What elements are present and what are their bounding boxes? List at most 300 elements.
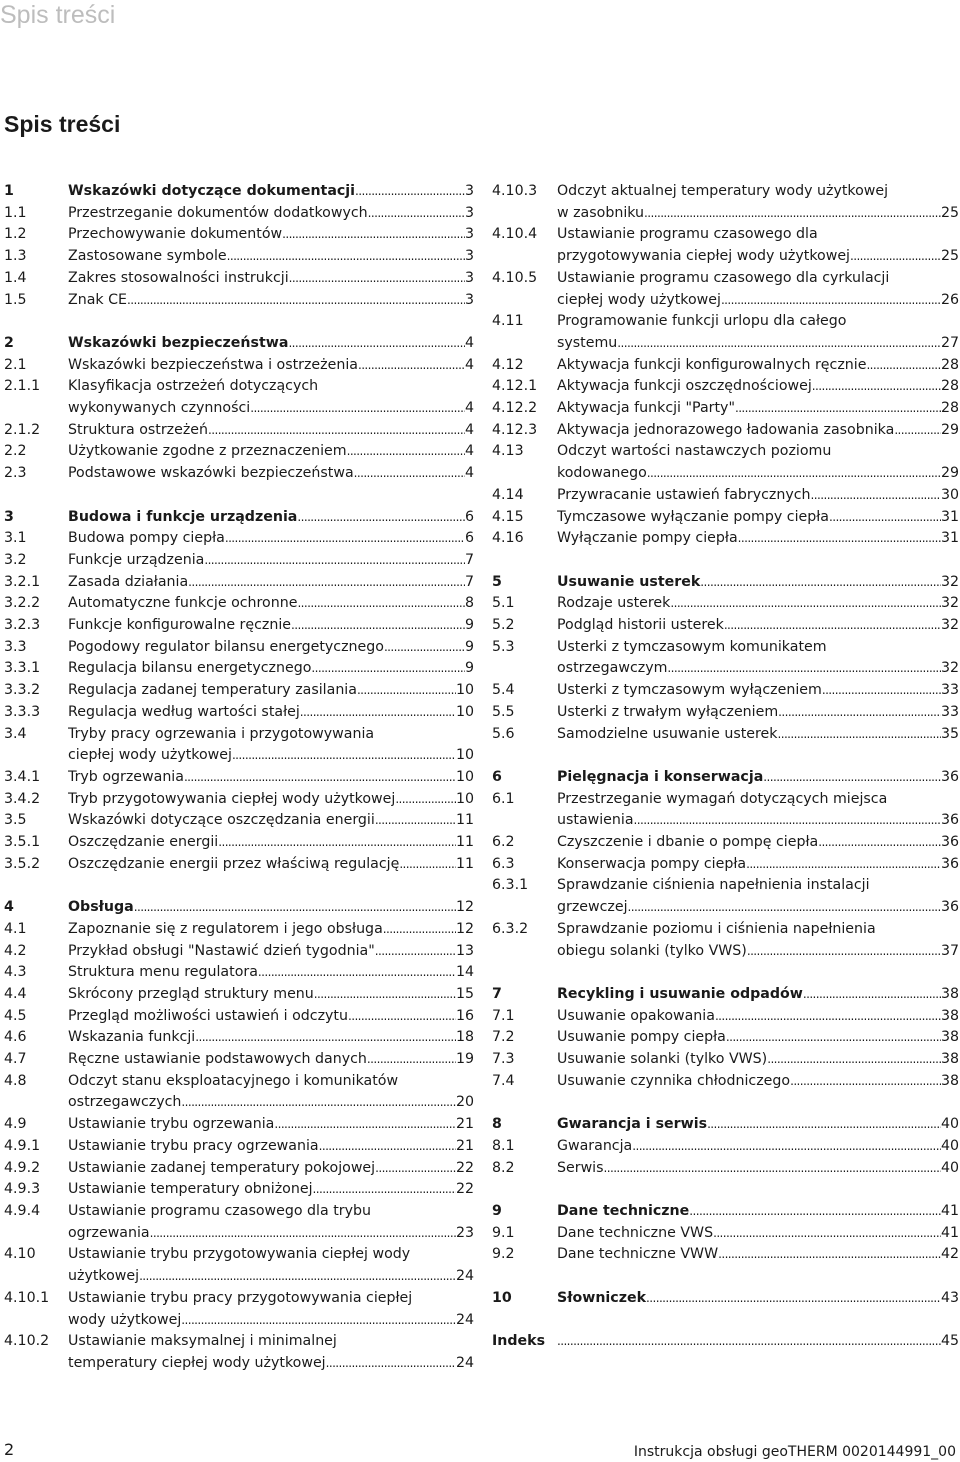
- toc-entry-number: 4.10: [4, 1246, 36, 1263]
- toc-entry-page: 32: [940, 660, 959, 677]
- toc-entry-title: Słowniczek: [557, 1289, 647, 1306]
- toc-entry-page: 32: [940, 595, 959, 612]
- toc-entry[interactable]: [4, 941, 474, 963]
- toc-entry-number: 4.16: [492, 530, 524, 547]
- toc-entry[interactable]: [4, 268, 474, 290]
- toc-spacer: [4, 311, 474, 333]
- toc-entry[interactable]: [4, 593, 474, 615]
- toc-entry-number: 4.9: [4, 1116, 27, 1133]
- toc-leader-dots: [250, 398, 465, 420]
- toc-entry-page: 14: [455, 964, 474, 981]
- toc-entry-number: 6.3: [492, 855, 515, 872]
- toc-entry-number: 9: [492, 1202, 502, 1219]
- toc-entry[interactable]: [492, 680, 959, 702]
- toc-leader-dots: [225, 528, 465, 550]
- toc-leader-dots: [258, 962, 456, 984]
- toc-leader-dots: [790, 1071, 941, 1093]
- toc-entry[interactable]: [4, 984, 474, 1006]
- toc-leader-dots: [204, 550, 465, 572]
- toc-leader-dots: [348, 1006, 456, 1028]
- toc-entry-number: 5.6: [492, 725, 515, 742]
- toc-leader-dots: [399, 854, 456, 876]
- toc-entry-number: 2.1: [4, 356, 27, 373]
- toc-entry-title: Zakres stosowalności instrukcji: [68, 269, 289, 286]
- toc-leader-dots: [866, 355, 941, 377]
- toc-entry-title: Dane techniczne VWW: [557, 1246, 719, 1263]
- toc-entry[interactable]: [4, 246, 474, 268]
- toc-entry[interactable]: [4, 572, 474, 594]
- toc-entry-page: 38: [940, 1072, 959, 1089]
- toc-entry-page: 22: [455, 1181, 474, 1198]
- toc-entry[interactable]: [4, 724, 474, 767]
- toc-leader-dots: [822, 680, 941, 702]
- toc-entry-number: 4.10.4: [492, 226, 538, 243]
- toc-entry[interactable]: [4, 463, 474, 485]
- toc-entry-title: Regulacja według wartości stałej: [68, 703, 300, 720]
- toc-entry-number: 3: [4, 508, 14, 525]
- toc-entry[interactable]: [492, 637, 959, 680]
- toc-entry-number: 4.4: [4, 985, 27, 1002]
- toc-entry-number: 7.1: [492, 1007, 515, 1024]
- toc-entry-title: Aktywacja funkcji oszczędnościowej: [557, 378, 812, 395]
- toc-entry[interactable]: [492, 1027, 959, 1049]
- toc-entry[interactable]: [4, 1114, 474, 1136]
- toc-entry-title: Ustawianie temperatury obniżonej: [68, 1181, 313, 1198]
- toc-entry-title: Gwarancja i serwis: [557, 1116, 708, 1133]
- toc-entry[interactable]: [4, 658, 474, 680]
- toc-entry[interactable]: [492, 1006, 959, 1028]
- toc-leader-dots: [134, 897, 456, 919]
- toc-entry-page: 4: [464, 465, 474, 482]
- toc-entry[interactable]: [4, 420, 474, 442]
- toc-entry-title: Usuwanie czynnika chłodniczego: [557, 1072, 791, 1089]
- toc-entry-page: 10: [455, 790, 474, 807]
- toc-entry-number: 4.9.2: [4, 1159, 41, 1176]
- toc-entry-number: 3.2: [4, 551, 27, 568]
- toc-entry-number: Indeks: [492, 1333, 546, 1350]
- toc-entry-page: 28: [940, 356, 959, 373]
- toc-entry[interactable]: [4, 376, 474, 419]
- toc-leader-dots: [713, 1223, 941, 1245]
- toc-entry-number: 3.3.3: [4, 703, 41, 720]
- toc-entry-page: 4: [464, 356, 474, 373]
- toc-leader-dots: [850, 246, 941, 268]
- toc-entry-number: 1.4: [4, 269, 27, 286]
- toc-spacer: [492, 1266, 959, 1288]
- toc-entry[interactable]: [4, 854, 474, 876]
- toc-entry[interactable]: [4, 832, 474, 854]
- toc-entry-title: Ustawianie trybu przygotowywania ciepłej wody: [68, 1246, 411, 1263]
- toc-leader-dots: [313, 1179, 456, 1201]
- toc-entry-title: Usuwanie opakowania: [557, 1007, 715, 1024]
- toc-entry-title: Przestrzeganie wymagań dotyczących miejsca: [557, 790, 888, 807]
- toc-entry[interactable]: [4, 1071, 474, 1114]
- toc-entry-title: Sprawdzanie ciśnienia napełnienia instalacji: [557, 877, 870, 894]
- toc-leader-dots: [628, 897, 941, 919]
- toc-leader-dots: [311, 658, 465, 680]
- toc-leader-dots: [274, 1114, 456, 1136]
- toc-entry-title: Oszczędzanie energii przez właściwą regulację: [68, 855, 400, 872]
- toc-leader-dots: [646, 1288, 941, 1310]
- toc-entry-number: 6: [492, 768, 502, 785]
- toc-entry-page: 42: [940, 1246, 959, 1263]
- toc-leader-dots: [139, 1266, 456, 1288]
- toc-entry-page: 15: [455, 985, 474, 1002]
- toc-entry[interactable]: [492, 268, 959, 311]
- toc-entry-title: Automatyczne funkcje ochronne: [68, 595, 298, 612]
- toc-entry-page: 27: [940, 334, 959, 351]
- toc-leader-dots: [282, 224, 465, 246]
- toc-entry-page: 35: [940, 725, 959, 742]
- page-title: Spis treści: [4, 111, 121, 137]
- toc-entry-number: 4.2: [4, 942, 27, 959]
- toc-entry-title: Ustawianie trybu ogrzewania: [68, 1116, 275, 1133]
- toc-entry-number: 4.6: [4, 1029, 27, 1046]
- toc-entry-title: Podstawowe wskazówki bezpieczeństwa: [68, 465, 354, 482]
- toc-entry-number: 4.13: [492, 443, 524, 460]
- toc-entry[interactable]: [492, 311, 959, 354]
- toc-entry-title: Funkcje konfigurowalne ręcznie: [68, 617, 292, 634]
- toc-entry[interactable]: [4, 789, 474, 811]
- toc-entry[interactable]: [4, 550, 474, 572]
- toc-entry-page: 10: [455, 682, 474, 699]
- toc-entry-number: 10: [492, 1289, 512, 1306]
- toc-entry-title: Oszczędzanie energii: [68, 834, 219, 851]
- toc-entry-number: 4.14: [492, 486, 524, 503]
- toc-leader-dots: [357, 680, 456, 702]
- toc-entry[interactable]: [492, 376, 959, 398]
- toc-leader-dots: [288, 333, 465, 355]
- toc-entry[interactable]: [492, 832, 959, 854]
- toc-spacer: [4, 875, 474, 897]
- toc-entry-title: wykonywanych czynności: [68, 400, 251, 417]
- toc-chapter-entry[interactable]: [4, 181, 474, 203]
- toc-entry-title: Regulacja zadanej temperatury zasilania: [68, 682, 357, 699]
- toc-entry[interactable]: [4, 1158, 474, 1180]
- toc-entry-page: 45: [940, 1333, 959, 1350]
- toc-entry-title: Usuwanie pompy ciepła: [557, 1029, 726, 1046]
- toc-entry[interactable]: [492, 398, 959, 420]
- toc-leader-dots: [670, 593, 941, 615]
- toc-entry-title: Usuwanie solanki (tylko VWS): [557, 1051, 768, 1068]
- toc-entry-page: 9: [464, 617, 474, 634]
- toc-entry-page: 26: [940, 291, 959, 308]
- toc-leader-dots: [735, 398, 941, 420]
- toc-chapter-entry[interactable]: [492, 1331, 959, 1353]
- toc-entry[interactable]: [492, 789, 959, 832]
- toc-entry-number: 2.2: [4, 443, 27, 460]
- toc-entry-page: 37: [940, 942, 959, 959]
- toc-entry[interactable]: [492, 1136, 959, 1158]
- toc-entry-page: 22: [455, 1159, 474, 1176]
- toc-entry-title: Regulacja bilansu energetycznego: [68, 660, 312, 677]
- toc-entry[interactable]: [492, 593, 959, 615]
- footer-document-title: Instrukcja obsługi geoTHERM 0020144991_00: [633, 1444, 956, 1460]
- toc-entry[interactable]: [492, 1244, 959, 1266]
- toc-entry-number: 7.3: [492, 1051, 515, 1068]
- toc-entry-number: 3.3.2: [4, 682, 41, 699]
- toc-entry[interactable]: [492, 485, 959, 507]
- toc-entry[interactable]: [4, 441, 474, 463]
- toc-entry-title: kodowanego: [557, 465, 647, 482]
- toc-entry-number: 3.3.1: [4, 660, 41, 677]
- toc-entry[interactable]: [492, 724, 959, 746]
- toc-entry-title: Skrócony przegląd struktury menu: [68, 985, 314, 1002]
- toc-leader-dots: [747, 941, 941, 963]
- toc-entry-page: 3: [464, 248, 474, 265]
- toc-spacer: [492, 1092, 959, 1114]
- toc-entry[interactable]: [492, 1223, 959, 1245]
- toc-chapter-entry[interactable]: [492, 1288, 959, 1310]
- toc-entry[interactable]: [4, 290, 474, 312]
- toc-leader-dots: [150, 1223, 456, 1245]
- toc-leader-dots: [395, 789, 456, 811]
- toc-entry-title: Podgląd historii usterek: [557, 617, 724, 634]
- toc-entry-title: Przestrzeganie dokumentów dodatkowych: [68, 204, 368, 221]
- toc-entry-number: 4.9.3: [4, 1181, 41, 1198]
- toc-leader-dots: [188, 572, 465, 594]
- toc-entry-page: 4: [464, 400, 474, 417]
- toc-entry[interactable]: [4, 637, 474, 659]
- toc-leader-dots: [375, 810, 456, 832]
- toc-entry-number: 1: [4, 183, 14, 199]
- toc-entry[interactable]: [4, 203, 474, 225]
- toc-leader-dots: [314, 984, 456, 1006]
- toc-chapter-entry[interactable]: [4, 507, 474, 529]
- toc-entry-title: Wskazówki dotyczące dokumentacji: [68, 183, 356, 199]
- toc-entry-title: Odczyt stanu eksploatacyjnego i komunikatów: [68, 1072, 399, 1089]
- toc-chapter-entry[interactable]: [4, 333, 474, 355]
- toc-leader-dots: [667, 658, 941, 680]
- toc-entry[interactable]: [4, 767, 474, 789]
- toc-entry[interactable]: [492, 615, 959, 637]
- toc-entry-number: 4.12: [492, 356, 524, 373]
- toc-leader-dots: [368, 203, 465, 225]
- toc-chapter-entry[interactable]: [492, 767, 959, 789]
- toc-entry-page: 36: [940, 855, 959, 872]
- toc-entry-page: 23: [455, 1224, 474, 1241]
- toc-entry[interactable]: [492, 420, 959, 442]
- toc-entry[interactable]: [492, 507, 959, 529]
- toc-leader-dots: [375, 941, 456, 963]
- toc-entry[interactable]: [492, 919, 959, 962]
- toc-entry-page: 31: [940, 530, 959, 547]
- toc-entry-page: 8: [464, 595, 474, 612]
- toc-entry-page: 3: [464, 204, 474, 221]
- toc-entry-number: 5: [492, 573, 502, 590]
- toc-entry[interactable]: [4, 962, 474, 984]
- toc-entry-page: 40: [940, 1159, 959, 1176]
- toc-entry[interactable]: [4, 810, 474, 832]
- toc-chapter-entry[interactable]: [492, 572, 959, 594]
- toc-entry[interactable]: [4, 224, 474, 246]
- toc-entry-number: 4.10.2: [4, 1333, 50, 1350]
- toc-entry-title: Aktywacja funkcji "Party": [557, 400, 735, 417]
- toc-entry[interactable]: [4, 702, 474, 724]
- toc-entry-page: 4: [464, 334, 474, 351]
- toc-entry-number: 4.11: [492, 313, 524, 330]
- toc-entry[interactable]: [492, 1049, 959, 1071]
- toc-entry-page: 9: [464, 638, 474, 655]
- toc-leader-dots: [707, 1114, 941, 1136]
- toc-entry[interactable]: [4, 1027, 474, 1049]
- toc-entry-title: Programowanie funkcji urlopu dla całego: [557, 313, 847, 330]
- toc-entry-page: 25: [940, 248, 959, 265]
- toc-entry[interactable]: [492, 441, 959, 484]
- toc-entry-page: 28: [940, 400, 959, 417]
- toc-entry-page: 16: [455, 1007, 474, 1024]
- toc-entry-page: 4: [464, 421, 474, 438]
- toc-entry-number: 9.1: [492, 1224, 515, 1241]
- toc-column-left: [4, 181, 474, 1375]
- toc-entry-number: 4.5: [4, 1007, 27, 1024]
- toc-entry-title: Ustawianie maksymalnej i minimalnej: [68, 1333, 337, 1350]
- toc-entry-title: Tryb przygotowywania ciepłej wody użytkowej: [68, 790, 396, 807]
- toc-entry-number: 5.4: [492, 682, 515, 699]
- toc-entry-number: 4.3: [4, 964, 27, 981]
- toc-entry-title: Przykład obsługi "Nastawić dzień tygodnia": [68, 942, 375, 959]
- toc-entry[interactable]: [492, 702, 959, 724]
- toc-entry-number: 1.3: [4, 248, 27, 265]
- toc-entry-title: Usterki z trwałym wyłączeniem: [557, 703, 779, 720]
- toc-entry-number: 8: [492, 1116, 502, 1133]
- toc-entry-number: 4.9.1: [4, 1137, 41, 1154]
- toc-leader-dots: [777, 724, 940, 746]
- toc-entry-page: 21: [455, 1137, 474, 1154]
- toc-entry-title: Tryby pracy ogrzewania i przygotowywania: [68, 725, 375, 742]
- toc-entry[interactable]: [4, 1006, 474, 1028]
- toc-entry-number: 3.2.1: [4, 573, 41, 590]
- toc-entry[interactable]: [492, 1071, 959, 1093]
- toc-entry-page: 41: [940, 1224, 959, 1241]
- toc-entry-page: 24: [455, 1354, 474, 1371]
- toc-entry-page: 9: [464, 660, 474, 677]
- toc-leader-dots: [375, 1158, 456, 1180]
- toc-entry[interactable]: [492, 1158, 959, 1180]
- toc-leader-dots: [718, 1244, 941, 1266]
- toc-entry-number: 5.1: [492, 595, 515, 612]
- toc-spacer: [492, 962, 959, 984]
- toc-entry-page: 20: [455, 1094, 474, 1111]
- toc-leader-dots: [297, 507, 465, 529]
- toc-entry[interactable]: [492, 355, 959, 377]
- toc-entry-title: Ustawianie programu czasowego dla cyrkulacji: [557, 269, 890, 286]
- toc-chapter-entry[interactable]: [4, 897, 474, 919]
- toc-leader-dots: [604, 1158, 941, 1180]
- toc-spacer: [492, 745, 959, 767]
- toc-entry-page: 11: [455, 855, 474, 872]
- toc-entry-number: 7: [492, 985, 502, 1002]
- toc-leader-dots: [715, 1006, 941, 1028]
- toc-entry-title: Samodzielne usuwanie usterek: [557, 725, 778, 742]
- toc-entry-page: 33: [940, 703, 959, 720]
- toc-entry-number: 5.3: [492, 638, 515, 655]
- toc-entry[interactable]: [492, 224, 959, 267]
- toc-entry-number: 2: [4, 334, 14, 351]
- toc-entry-title: Znak CE: [68, 291, 128, 308]
- toc-leader-dots: [319, 1136, 456, 1158]
- toc-entry-number: 9.2: [492, 1246, 515, 1263]
- toc-entry[interactable]: [4, 528, 474, 550]
- toc-leader-dots: [689, 1201, 941, 1223]
- toc-entry[interactable]: [492, 875, 959, 918]
- toc-chapter-entry[interactable]: [492, 1201, 959, 1223]
- toc-entry[interactable]: [4, 1201, 474, 1244]
- toc-entry-number: 1.2: [4, 226, 27, 243]
- toc-leader-dots: [355, 181, 465, 203]
- toc-entry-title: Zastosowane symbole: [68, 248, 227, 265]
- toc-leader-dots: [227, 246, 465, 268]
- toc-leader-dots: [557, 1331, 941, 1353]
- toc-entry[interactable]: [4, 1179, 474, 1201]
- toc-entry-title: Usuwanie usterek: [557, 573, 701, 590]
- toc-entry[interactable]: [4, 355, 474, 377]
- toc-entry-page: 13: [455, 942, 474, 959]
- toc-entry[interactable]: [4, 1331, 474, 1374]
- toc-entry[interactable]: [4, 615, 474, 637]
- toc-entry-page: 33: [940, 682, 959, 699]
- toc-entry-title: Tryb ogrzewania: [68, 768, 184, 785]
- toc-spacer: [492, 1309, 959, 1331]
- toc-entry[interactable]: [4, 1244, 474, 1287]
- toc-entry-page: 24: [455, 1268, 474, 1285]
- toc-leader-dots: [367, 1049, 456, 1071]
- toc-entry[interactable]: [4, 1136, 474, 1158]
- toc-entry-title: Struktura menu regulatora: [68, 964, 258, 981]
- toc-entry[interactable]: [4, 680, 474, 702]
- toc-entry-page: 7: [464, 551, 474, 568]
- toc-leader-dots: [724, 615, 941, 637]
- toc-leader-dots: [818, 832, 941, 854]
- toc-entry-number: 4.12.3: [492, 421, 538, 438]
- toc-entry-page: 6: [464, 530, 474, 547]
- toc-chapter-entry[interactable]: [492, 1114, 959, 1136]
- toc-entry-number: 3.4.1: [4, 768, 41, 785]
- toc-leader-dots: [829, 507, 941, 529]
- toc-entry-number: 4.8: [4, 1072, 27, 1089]
- toc-entry-title: systemu: [557, 334, 618, 351]
- toc-entry-page: 3: [464, 291, 474, 308]
- toc-entry[interactable]: [4, 1049, 474, 1071]
- toc-entry-page: 38: [940, 1029, 959, 1046]
- toc-entry[interactable]: [4, 919, 474, 941]
- toc-leader-dots: [778, 702, 941, 724]
- toc-entry[interactable]: [492, 181, 959, 224]
- toc-entry-title: Wskazówki dotyczące oszczędzania energii: [68, 812, 375, 829]
- toc-entry[interactable]: [4, 1288, 474, 1331]
- toc-entry-title: Zasada działania: [68, 573, 189, 590]
- toc-leader-dots: [634, 810, 941, 832]
- toc-entry-number: 4.10.1: [4, 1289, 50, 1306]
- toc-leader-dots: [721, 290, 941, 312]
- toc-entry-number: 3.3: [4, 638, 27, 655]
- toc-entry-page: 29: [940, 465, 959, 482]
- toc-entry[interactable]: [492, 854, 959, 876]
- toc-entry-page: 38: [940, 1051, 959, 1068]
- toc-column-right: [492, 181, 959, 1353]
- toc-leader-dots: [195, 1027, 456, 1049]
- toc-entry-title: Przywracanie ustawień fabrycznych: [557, 486, 811, 503]
- toc-entry-number: 4.10.5: [492, 269, 538, 286]
- toc-entry-number: 2.3: [4, 465, 27, 482]
- toc-entry-title: Ustawianie programu czasowego dla trybu: [68, 1203, 371, 1219]
- toc-entry-number: 3.4.2: [4, 790, 41, 807]
- toc-entry-page: 29: [940, 421, 959, 438]
- toc-chapter-entry[interactable]: [492, 984, 959, 1006]
- toc-entry-page: 4: [464, 443, 474, 460]
- toc-entry-number: 2.1.1: [4, 378, 41, 395]
- toc-entry[interactable]: [492, 528, 959, 550]
